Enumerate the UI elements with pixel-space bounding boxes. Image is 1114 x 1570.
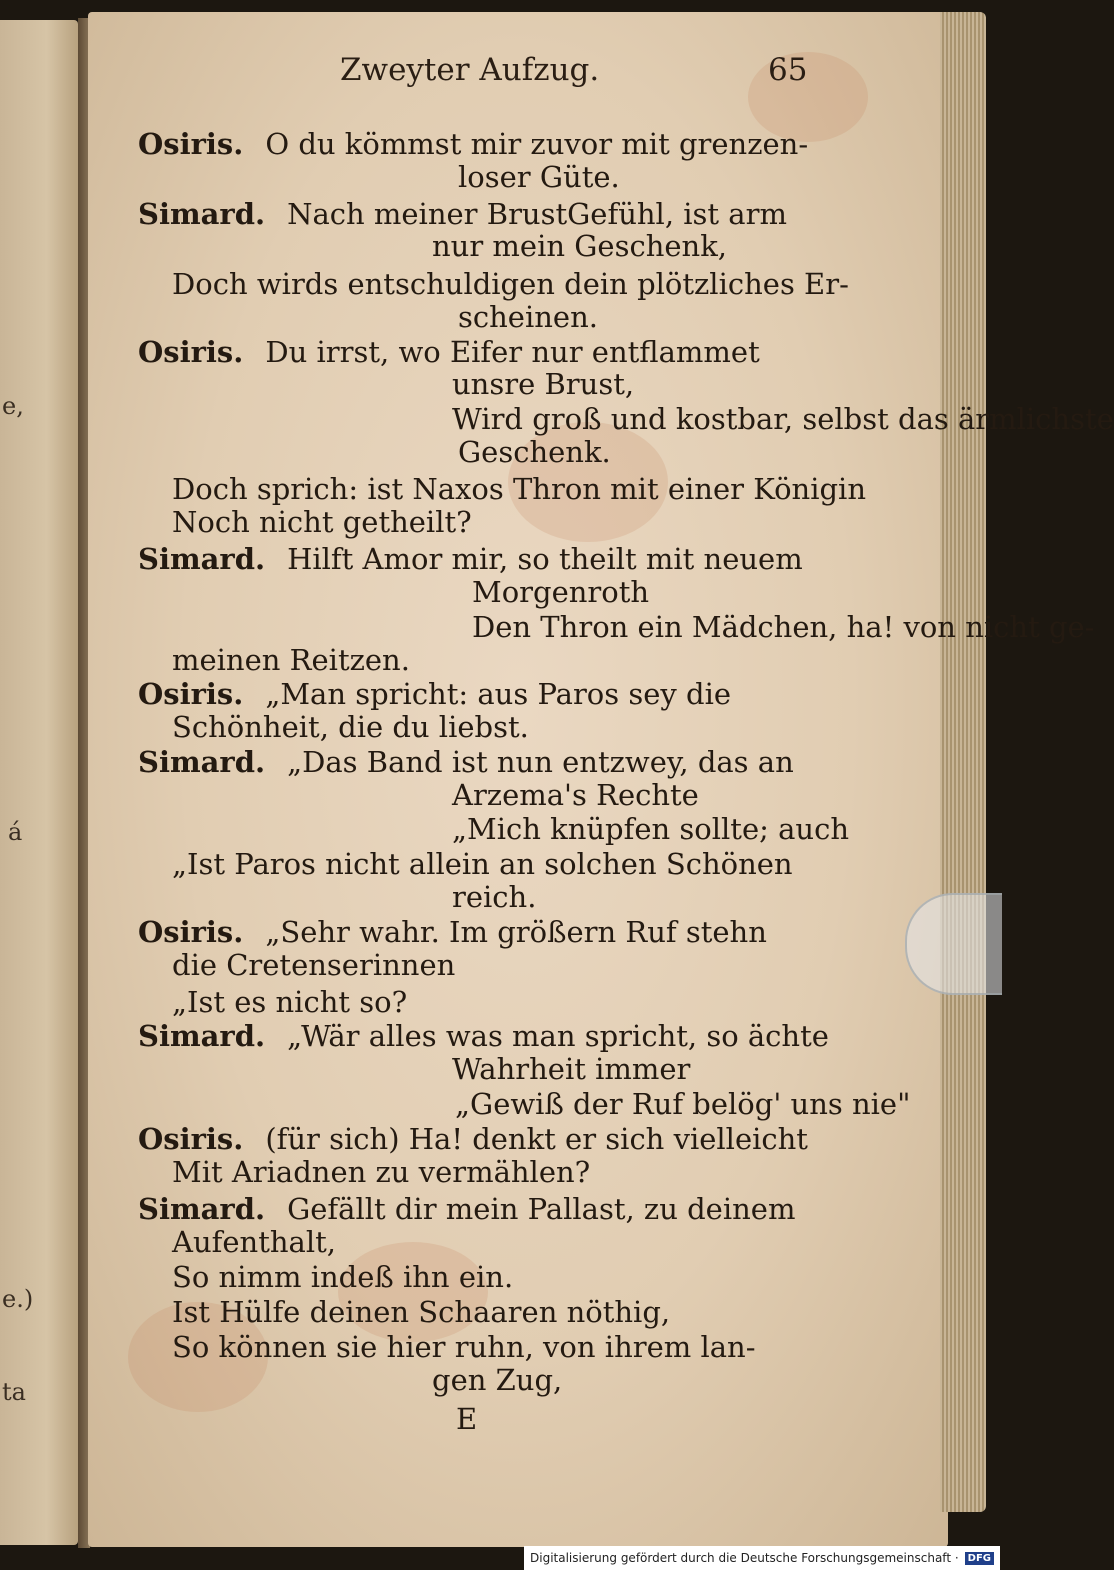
- text-line: Schönheit, die du liebst.: [172, 710, 529, 744]
- speech-text: (für sich) Ha! denkt er sich vielleicht: [265, 1122, 808, 1156]
- text-line: Ist Hülfe deinen Schaaren nöthig,: [172, 1295, 671, 1329]
- page-number: 65: [768, 52, 808, 88]
- speech-text: „Wär alles was man spricht, so ächte: [287, 1019, 829, 1053]
- text-line: Doch sprich: ist Naxos Thron mit einer Königin: [172, 472, 867, 506]
- speaker-name: Osiris.: [138, 915, 244, 949]
- speaker-name: Osiris.: [138, 677, 244, 711]
- left-page-fragment: á: [8, 818, 23, 846]
- text-line: [138, 745, 794, 779]
- text-line: „Gewiß der Ruf belög' uns nie": [455, 1087, 911, 1121]
- text-line: So nimm indeß ihn ein.: [172, 1260, 514, 1294]
- signature-mark: E: [456, 1402, 478, 1436]
- text-line: loser Güte.: [458, 160, 620, 194]
- text-line: unsre Brust,: [452, 367, 635, 401]
- page-clip: [905, 893, 1002, 995]
- text-line: [138, 197, 787, 231]
- text-line: [138, 335, 760, 369]
- left-page-fragment: ta: [2, 1378, 26, 1406]
- text-line: [138, 677, 732, 711]
- text-line: Geschenk.: [458, 435, 611, 469]
- speech-text: „Sehr wahr. Im größern Ruf stehn: [265, 915, 767, 949]
- speech-text: Nach meiner BrustGefühl, ist arm: [287, 197, 787, 231]
- page-edges: [940, 12, 986, 1512]
- text-line: „Ist es nicht so?: [172, 985, 408, 1019]
- text-line: Mit Ariadnen zu vermählen?: [172, 1155, 591, 1189]
- speech-text: O du kömmst mir zuvor mit grenzen-: [265, 127, 809, 161]
- text-line: Den Thron ein Mädchen, ha! von nicht ge-: [472, 610, 1095, 644]
- speaker-name: Osiris.: [138, 335, 244, 369]
- text-line: Doch wirds entschuldigen dein plötzliches Er-: [172, 267, 849, 301]
- text-line: [138, 542, 803, 576]
- text-line: Arzema's Rechte: [452, 778, 699, 812]
- speaker-name: Simard.: [138, 1019, 266, 1053]
- text-line: Wahrheit immer: [452, 1052, 691, 1086]
- text-line: [138, 915, 767, 949]
- dfg-logo: DFG: [965, 1552, 994, 1565]
- text-line: Aufenthalt,: [172, 1225, 336, 1259]
- text-line: „Mich knüpfen sollte; auch: [452, 812, 849, 846]
- text-line: Wird groß und kostbar, selbst das ärmlichste: [452, 402, 1114, 436]
- speaker-name: Osiris.: [138, 1122, 244, 1156]
- speech-text: „Man spricht: aus Paros sey die: [265, 677, 732, 711]
- footer-text: Digitalisierung gefördert durch die Deutsche Forschungsgemeinschaft ·: [530, 1551, 959, 1565]
- speaker-name: Simard.: [138, 542, 266, 576]
- text-line: So können sie hier ruhn, von ihrem lan-: [172, 1330, 756, 1364]
- text-line: meinen Reitzen.: [172, 643, 410, 677]
- speaker-name: Simard.: [138, 1192, 266, 1226]
- text-line: scheinen.: [458, 300, 598, 334]
- text-line: „Ist Paros nicht allein an solchen Schönen: [172, 847, 793, 881]
- speaker-name: Osiris.: [138, 127, 244, 161]
- text-line: [138, 1122, 808, 1156]
- speech-text: Du irrst, wo Eifer nur entflammet: [265, 335, 760, 369]
- speech-text: Hilft Amor mir, so theilt mit neuem: [287, 542, 803, 576]
- text-line: [138, 127, 809, 161]
- text-line: Morgenroth: [472, 575, 650, 609]
- speech-text: „Das Band ist nun entzwey, das an: [287, 745, 794, 779]
- speech-text: Gefällt dir mein Pallast, zu deinem: [287, 1192, 796, 1226]
- running-title: Zweyter Aufzug.: [340, 52, 600, 88]
- text-line: [138, 1192, 796, 1226]
- text-line: Noch nicht getheilt?: [172, 505, 472, 539]
- text-line: [138, 1019, 829, 1053]
- left-page-fragment: e.): [2, 1285, 34, 1313]
- speaker-name: Simard.: [138, 745, 266, 779]
- text-line: reich.: [452, 880, 537, 914]
- text-line: nur mein Geschenk,: [432, 229, 728, 263]
- text-line: gen Zug,: [432, 1363, 563, 1397]
- digitization-footer: [524, 1546, 1000, 1570]
- speaker-name: Simard.: [138, 197, 266, 231]
- text-line: die Cretenserinnen: [172, 948, 456, 982]
- left-page-fragment: e,: [2, 392, 24, 420]
- left-page: [0, 20, 78, 1545]
